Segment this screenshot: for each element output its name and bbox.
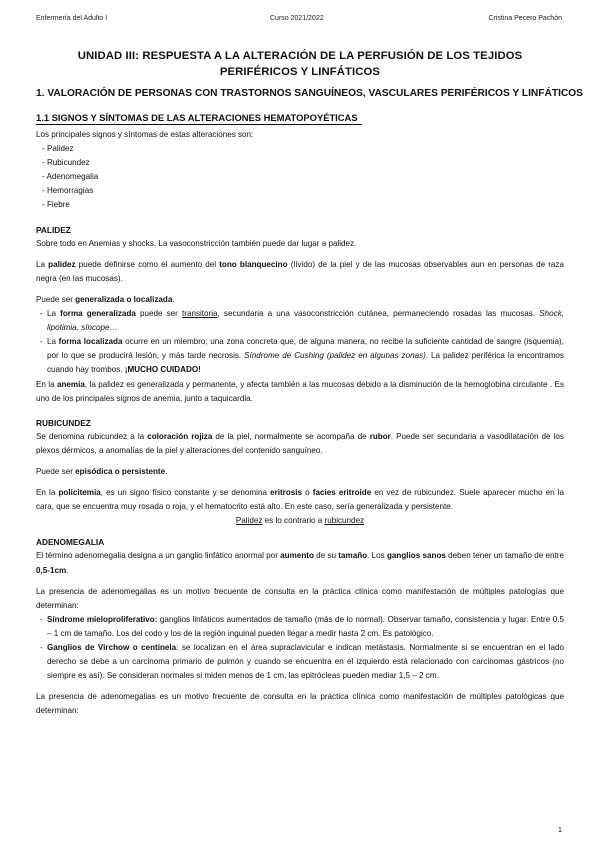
rubicundez-heading: RUBICUNDEZ	[36, 417, 91, 428]
symptom-item: - Rubicundez	[42, 156, 564, 170]
ganglios-virchow-item: - Ganglios de Virchow o centinela: se localizan en el área supraclavicular e indican metástasis. Normalmente si se encuentran en el lado derecho se debe a un carcinoma primario de pulmón y cuando se encuentra en el izquierdo está relacionado con carcinomas gástricos (no siempre es así). Se consideran normales si miden menos de 1 cm, las epitrócleas pueden mediar 1,5 – 2 cm.	[36, 641, 564, 683]
palidez-forms-list	[36, 307, 564, 377]
symptom-item: - Hemorragias	[42, 184, 564, 198]
symptom-item: - Palidez	[42, 142, 564, 156]
page-number: 1	[557, 825, 562, 834]
palidez-paragraph-2: La palidez puede definirse como el aumento del tono blanquecino (lívido) de la piel y de las mucosas observables aun en personas de raza negra (en las mucosas).	[36, 259, 564, 283]
header-author: Cristina Pecero Pachón	[488, 15, 562, 22]
sindrome-mieloproliferativo-item: - Síndrome mieloproliferativo: ganglios linfáticos aumentados de tamaño (más de lo normal). Observar tamaño, consistencia y lugar. Entre 0.5 – 1 cm de tamaño. Los del codo y los de la región inguinal pueden llegar a medir hasta 2 cm. Es patológico.	[36, 613, 564, 641]
palidez-paragraph-4: En la anemia, la palidez es generalizada y permanente, y afecta también a las mucosas debido a la disminución de la hemoglobina circulante . Es uno de los principales signos de anemia, junto a taquicardia.	[36, 379, 564, 403]
symptom-item: - Fiebre	[42, 198, 564, 212]
palidez-localizada-item: - La forma localizada ocurre en un miembro; una zona concreta que, de alguna manera, no recibe la suficiente cantidad de sangre (isquemia), por lo que se producirá lesión, y más tarde necrosis. Síndrome de Cushing (palidez en algunas zonas). La palidez periférica la encontramos cuando hay trombos. ¡MUCHO CUIDADO!	[36, 335, 564, 377]
adenomegalia-paragraph-3: La presencia de adenomegalias es un motivo frecuente de consulta en la práctica clínica como manifestación de múltiples patológicas que determinan:	[36, 692, 564, 716]
palidez-paragraph-3: Puede ser generalizada o localizada.	[36, 294, 175, 304]
palidez-heading: PALIDEZ	[36, 224, 71, 235]
rubicundez-paragraph-1: Se denomina rubicundez a la coloración rojiza de la piel, normalmente se acompaña de rubor. Puede ser secundaria a vasodilatación de los plexos dérmicos, a anomalías de la piel y alteraciones del contenido sanguíneo.	[36, 431, 564, 455]
palidez-paragraph-1: Sobre todo en Anemias y shocks. La vasoconstricción también puede dar lugar a palidez.	[36, 238, 357, 248]
unit-title: UNIDAD III: RESPUESTA A LA ALTERACIÓN DE LA PERFUSIÓN DE LOS TEJIDOS PERIFÉRICOS Y LINFÁTICOS	[77, 50, 523, 78]
rubicundez-note: Palidez es lo contrario a rubicundez	[235, 516, 365, 526]
header-course-year: Curso 2021/2022	[270, 15, 324, 22]
symptoms-list	[36, 142, 564, 212]
body-text	[36, 128, 564, 718]
palidez-generalizada-item: - La forma generalizada puede ser transitoria, secundaria a una vasoconstricción cutánea, permaneciendo rosadas las mucosas. Shock, lipotimia, síncope…	[36, 307, 564, 335]
adenomegalia-paragraph-2: La presencia de adenomegalias es un motivo frecuente de consulta en la práctica clínica como manifestación de múltiples patologías que determinan:	[36, 586, 564, 610]
adenomegalia-paragraph-1: El término adenomegalia designa a un ganglio linfático anormal por aumento de su tamaño. Los ganglios sanos deben tener un tamaño de entre 0,5-1cm.	[36, 551, 564, 575]
rubicundez-paragraph-3: En la policitemia, es un signo físico constante y se denomina eritrosis o facies eritroide en vez de rubicundez. Suele aparecer mucho en la cara, que se encuentra muy rosada o roja, y el hematocrito está alto. En este caso, sería generalizada y persistente.	[36, 488, 564, 512]
section-heading-1: 1. VALORACIÓN DE PERSONAS CON TRASTORNOS SANGUÍNEOS, VASCULARES PERIFÉRICOS Y LINFÁTICOS	[36, 88, 583, 99]
adenomegalia-heading: ADENOMEGALIA	[36, 537, 105, 548]
header-course-name: Enfermería del Adulto I	[36, 15, 108, 22]
intro-paragraph: Los principales signos y síntomas de estas alteraciones son:	[36, 130, 254, 139]
adenomegalia-list	[36, 613, 564, 683]
symptom-item: - Adenomegalia	[42, 170, 564, 184]
rubicundez-paragraph-2: Puede ser episódica o persistente.	[36, 466, 168, 476]
section-heading-1-1: 1.1 SIGNOS Y SÍNTOMAS DE LAS ALTERACIONES HEMATOPOYÉTICAS	[36, 112, 362, 125]
